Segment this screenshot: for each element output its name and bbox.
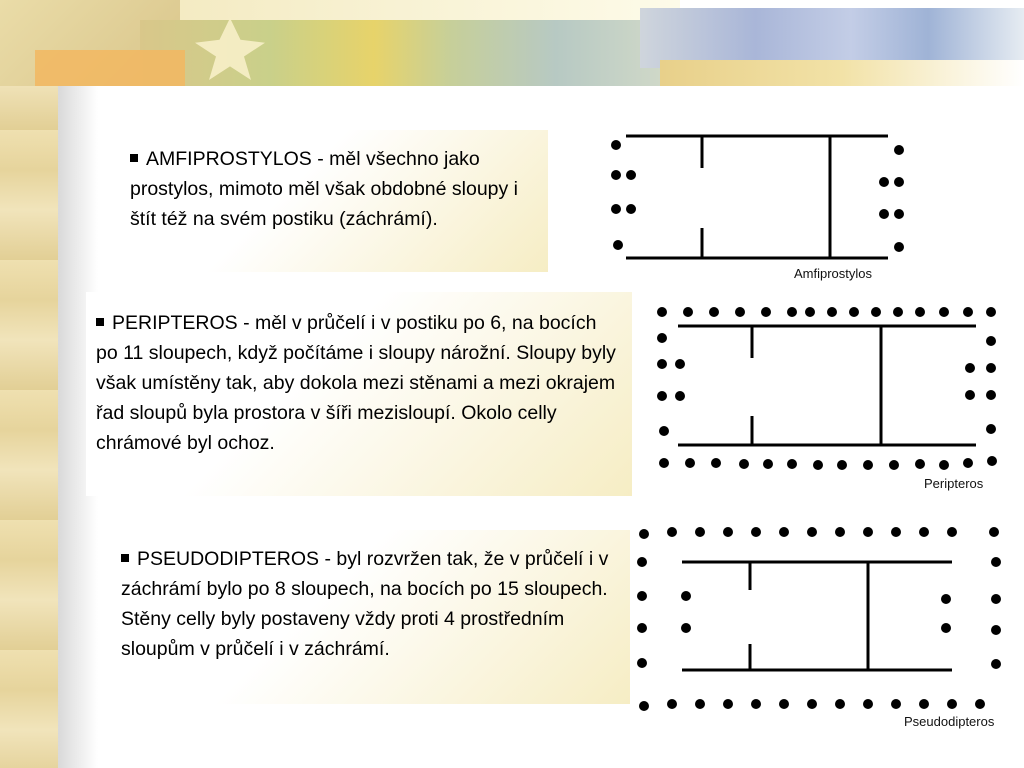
- text-box-peripteros: [86, 292, 632, 496]
- pseudodipteros-text: PSEUDODIPTEROS - byl rozvržen tak, že v průčelí i v záchrámí bylo po 8 sloupech, na bocích po 15 sloupech. Stěny celly byly postaveny vždy proti 4 prostředním sloupům v průčelí i v záchrámí.: [121, 548, 609, 660]
- text-box-pseudodipteros: [111, 530, 631, 704]
- amfiprostylos-diagram: [598, 118, 922, 286]
- peripteros-text: PERIPTEROS - měl v průčelí i v postiku po 6, na bocích po 11 sloupech, když počítáme i sloupy nárožní. Sloupy byly však umístěny tak, aby dokola mezi stěnami a mezi okrajem řad sloupů byla prostora v šíři mezisloupí. Okolo celly chrámové byl ochoz.: [96, 312, 616, 454]
- amfiprostylos-text: AMFIPROSTYLOS - měl všechno jako prostylos, mimoto měl však obdobné sloupy i štít též na svém postiku (záchrámí).: [130, 148, 519, 230]
- bullet-icon: [121, 554, 129, 562]
- diagram-caption: Pseudodipteros: [904, 714, 995, 729]
- pseudodipteros-diagram: [630, 518, 1014, 732]
- bullet-icon: [96, 318, 104, 326]
- diagram-caption: Peripteros: [924, 476, 984, 491]
- decorative-banner: [0, 0, 1024, 86]
- bullet-icon: [130, 154, 138, 162]
- text-box-amfiprostylos: [120, 130, 548, 272]
- peripteros-diagram: [648, 298, 1008, 496]
- decorative-left-strip: [0, 0, 58, 768]
- diagram-caption: Amfiprostylos: [794, 266, 873, 281]
